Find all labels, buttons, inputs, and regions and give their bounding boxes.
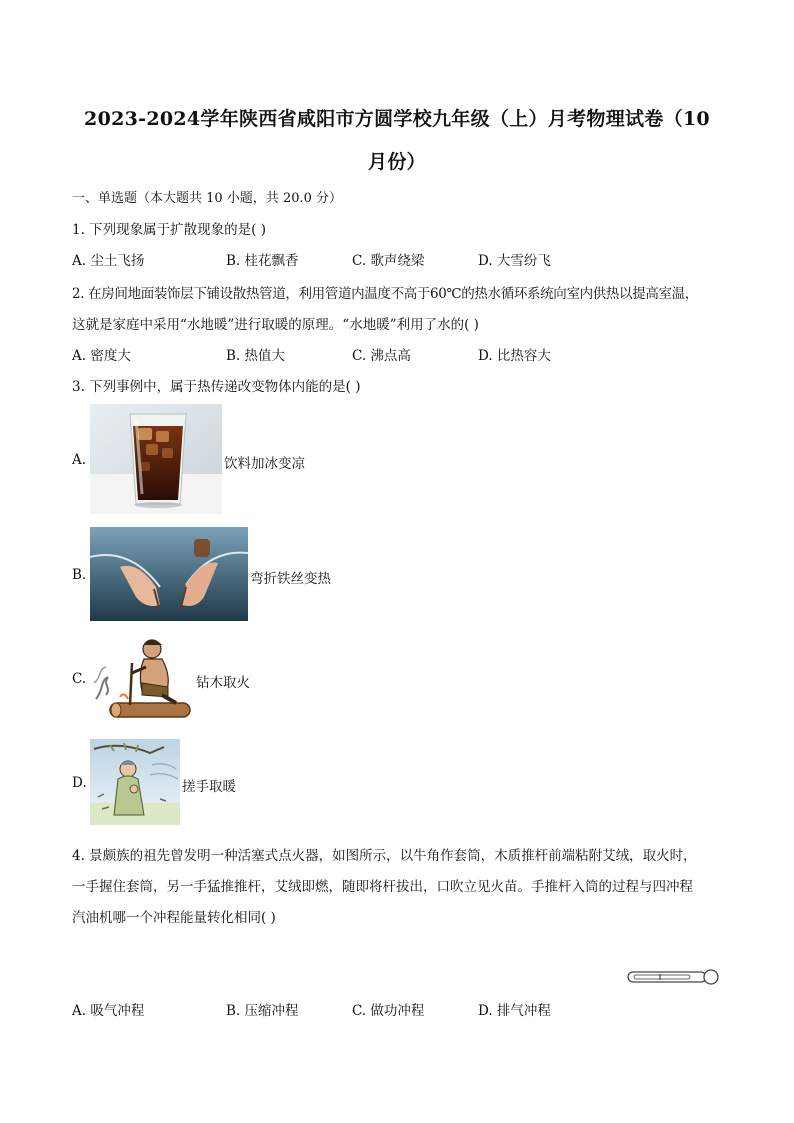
q3-option-b-caption: 弯折铁丝变热 [250, 571, 331, 587]
q1-option-a: A. 尘土飞扬 [72, 253, 145, 269]
q3-option-d-letter: D. [72, 775, 87, 791]
q2-stem-line2: 这就是家庭中采用“水地暖”进行取暖的原理。“水地暖”利用了水的( ) [72, 317, 479, 333]
q3-stem: 3. 下列事例中，属于热传递改变物体内能的是( ) [72, 379, 361, 395]
q1-option-d: D. 大雪纷飞 [478, 253, 551, 269]
bending-wire-image [90, 527, 248, 621]
q2-option-a: A. 密度大 [72, 348, 131, 364]
q4-stem-line3: 汽油机哪一个冲程能量转化相同( ) [72, 910, 276, 926]
q3-option-a [72, 404, 372, 514]
exam-title-line2: 月份） [368, 151, 426, 173]
q4-option-c: C. 做功冲程 [352, 1003, 425, 1019]
exam-title-line1: 2023-2024学年陕西省咸阳市方圆学校九年级（上）月考物理试卷（10 [84, 108, 710, 130]
q2-stem-line1: 2. 在房间地面装饰层下铺设散热管道，利用管道内温度不高于60℃的热水循环系统向室内供热以提高室温， [72, 286, 698, 302]
rubbing-hands-image [90, 739, 180, 825]
q4-option-d: D. 排气冲程 [478, 1003, 551, 1019]
q3-option-a-caption: 饮料加冰变凉 [224, 456, 305, 472]
q3-option-c [72, 633, 372, 723]
q4-stem-line1: 4. 景颇族的祖先曾发明一种活塞式点火器，如图所示，以牛角作套筒，木质推杆前端粘附艾绒，取火时， [72, 848, 697, 864]
drilling-wood-fire-image [90, 633, 194, 723]
piston-igniter-icon [626, 966, 722, 988]
section-heading: 一、单选题（本大题共 10 小题，共 20.0 分） [72, 191, 343, 206]
q4-option-b: B. 压缩冲程 [226, 1003, 299, 1019]
q2-option-b: B. 热值大 [226, 348, 286, 364]
q3-option-a-letter: A. [72, 452, 87, 468]
q4-option-a: A. 吸气冲程 [72, 1003, 145, 1019]
q3-option-b-letter: B. [72, 567, 87, 583]
q3-option-c-letter: C. [72, 671, 87, 687]
q2-option-d: D. 比热容大 [478, 348, 551, 364]
q1-option-c: C. 歌声绕梁 [352, 253, 425, 269]
q1-stem: 1. 下列现象属于扩散现象的是( ) [72, 222, 266, 238]
q3-option-b [72, 527, 372, 621]
q2-option-c: C. 沸点高 [352, 348, 411, 364]
q1-option-b: B. 桂花飘香 [226, 253, 299, 269]
q4-stem-line2: 一手握住套筒，另一手猛推推杆，艾绒即燃，随即将杆拔出，口吹立见火苗。手推杆入筒的过程与四冲程 [72, 879, 693, 895]
q3-option-d-caption: 搓手取暖 [182, 779, 236, 795]
q3-option-c-caption: 钻木取火 [196, 675, 250, 691]
q3-option-d [72, 739, 372, 825]
iced-drink-image [90, 404, 222, 514]
